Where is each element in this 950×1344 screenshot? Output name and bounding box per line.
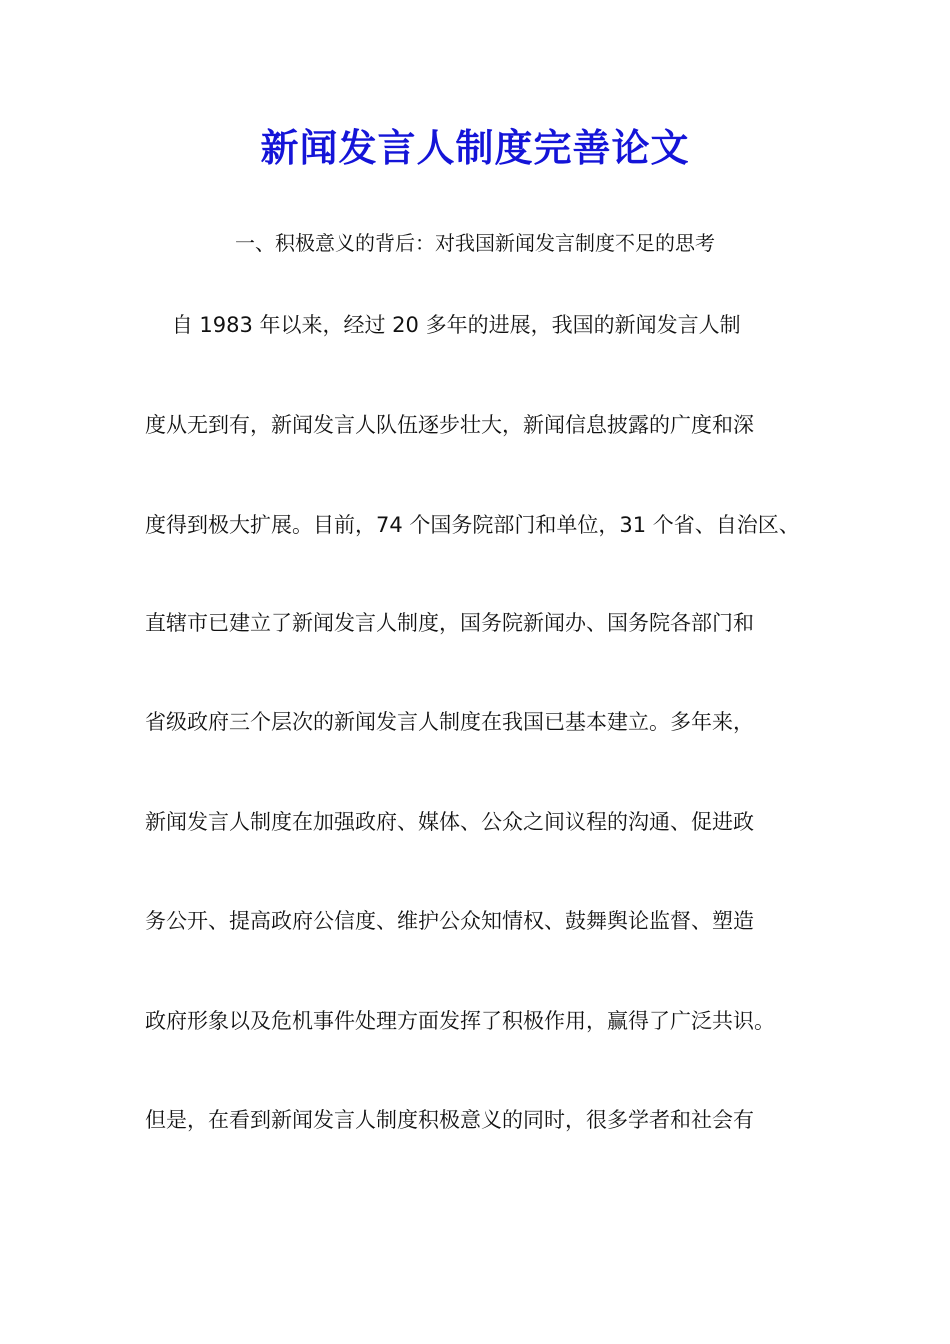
paragraph-line: 政府形象以及危机事件处理方面发挥了积极作用，赢得了广泛共识。 bbox=[145, 1009, 775, 1033]
paragraph-line: 自 1983 年以来，经过 20 多年的进展，我国的新闻发言人制 bbox=[145, 313, 741, 337]
paragraph-line: 度得到极大扩展。目前，74 个国务院部门和单位，31 个省、自治区、 bbox=[145, 513, 800, 537]
document-title: 新闻发言人制度完善论文 bbox=[260, 125, 690, 170]
paragraph-line: 度从无到有，新闻发言人队伍逐步壮大，新闻信息披露的广度和深 bbox=[145, 413, 754, 437]
paragraph-line: 省级政府三个层次的新闻发言人制度在我国已基本建立。多年来， bbox=[145, 710, 754, 734]
paragraph-line: 直辖市已建立了新闻发言人制度，国务院新闻办、国务院各部门和 bbox=[145, 611, 754, 635]
paragraph-line: 新闻发言人制度在加强政府、媒体、公众之间议程的沟通、促进政 bbox=[145, 810, 754, 834]
section-heading: 一、积极意义的背后：对我国新闻发言制度不足的思考 bbox=[235, 231, 715, 255]
paragraph-line: 务公开、提高政府公信度、维护公众知情权、鼓舞舆论监督、塑造 bbox=[145, 909, 754, 933]
paragraph-line: 但是，在看到新闻发言人制度积极意义的同时，很多学者和社会有 bbox=[145, 1108, 754, 1132]
